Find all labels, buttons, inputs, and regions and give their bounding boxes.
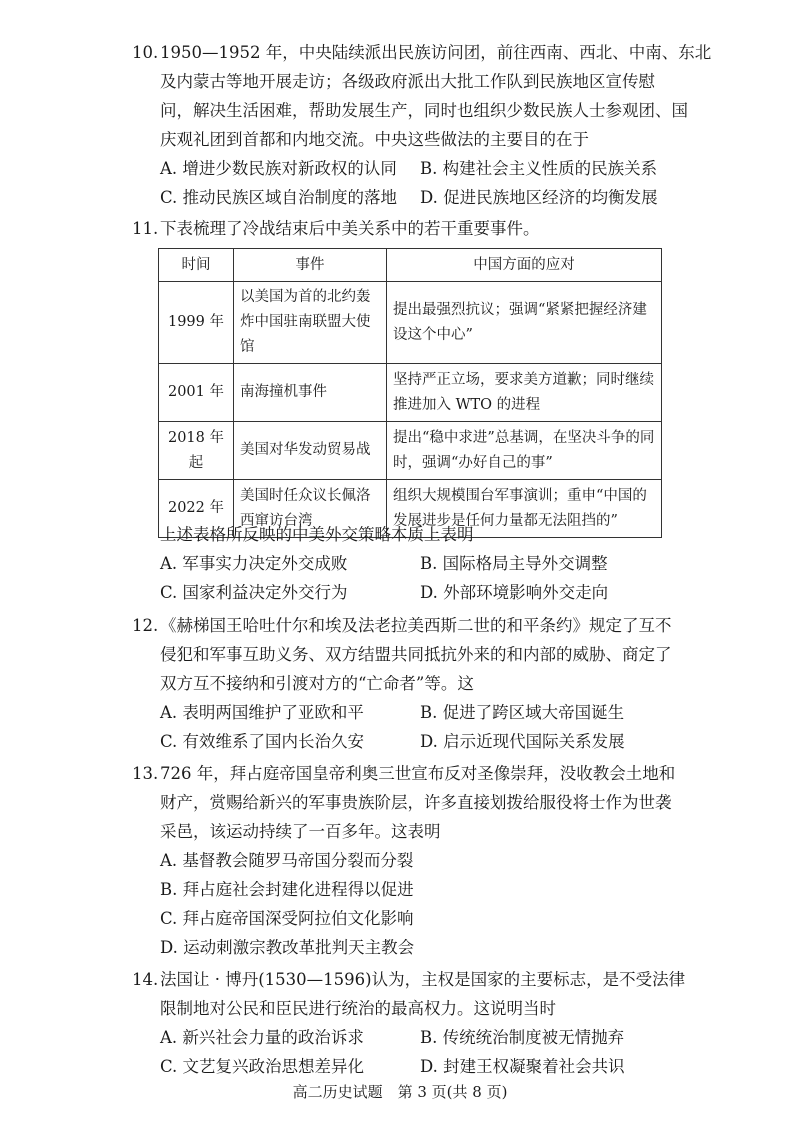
- cell-response: 提出“稳中求进”总基调，在坚决斗争的同时，强调“办好自己的事”: [387, 422, 662, 480]
- question-11: [134, 214, 674, 243]
- question-stem-line: 下表梳理了冷战结束后中美关系中的若干重要事件。: [160, 219, 540, 238]
- question-stem-line: 财产，赏赐给新兴的军事贵族阶层，许多直接划拨给服役将士作为世袭: [160, 793, 672, 812]
- option-b[interactable]: B. 国际格局主导外交调整: [420, 554, 608, 573]
- question-stem-line: 限制地对公民和臣民进行统治的最高权力。这说明当时: [160, 999, 556, 1018]
- option-row: [134, 578, 674, 607]
- cell-time: 2018 年起: [159, 422, 234, 480]
- option-c[interactable]: C. 国家利益决定外交行为: [160, 583, 348, 602]
- option-row: [134, 698, 674, 727]
- cell-time: 2022 年: [159, 480, 234, 538]
- option-row: [134, 727, 674, 756]
- cell-response: 坚持严正立场，要求美方道歉；同时继续推进加入 WTO 的进程: [387, 364, 662, 422]
- option-c[interactable]: C. 文艺复兴政治思想差异化: [160, 1057, 365, 1076]
- cell-event: 美国对华发动贸易战: [234, 422, 387, 480]
- table-row: [159, 282, 662, 364]
- option-row: [134, 549, 674, 578]
- question-stem-line: 问，解决生活困难，帮助发展生产，同时也组织少数民族人士参观团、国: [160, 101, 688, 120]
- page-footer: 高二历史试题 第 3 页(共 8 页): [292, 1083, 508, 1101]
- events-table: [158, 248, 662, 538]
- table-row: [159, 422, 662, 480]
- question-14: [132, 965, 686, 1081]
- option-c[interactable]: C. 拜占庭帝国深受阿拉伯文化影响: [160, 909, 414, 928]
- question-number: 13.: [132, 764, 159, 783]
- question-11-continued: [134, 520, 674, 607]
- question-stem-line: 法国让 · 博丹(1530—1596)认为，主权是国家的主要标志，是不受法律: [160, 970, 686, 989]
- option-d[interactable]: D. 促进民族地区经济的均衡发展: [420, 188, 658, 207]
- option-d[interactable]: D. 外部环境影响外交走向: [420, 583, 609, 602]
- option-row: [134, 1052, 674, 1081]
- option-c[interactable]: C. 推动民族区域自治制度的落地: [160, 188, 398, 207]
- option-c[interactable]: C. 有效维系了国内长治久安: [160, 732, 365, 751]
- cell-time: 1999 年: [159, 282, 234, 364]
- option-a[interactable]: A. 表明两国维护了亚欧和平: [160, 703, 364, 722]
- header-event: 事件: [234, 249, 387, 282]
- option-row: [134, 183, 674, 212]
- option-d[interactable]: D. 封建王权凝聚着社会共识: [420, 1057, 625, 1076]
- question-stem-line: 上述表格所反映的中美外交策略本质上表明: [160, 525, 474, 544]
- question-stem-line: 庆观礼团到首都和内地交流。中央这些做法的主要目的在于: [160, 130, 589, 149]
- option-row: [134, 1023, 674, 1052]
- header-time: 时间: [159, 249, 234, 282]
- option-row: [134, 154, 674, 183]
- question-13: [134, 759, 674, 962]
- table-row: [159, 364, 662, 422]
- question-stem-line: 采邑，该运动持续了一百多年。这表明: [160, 822, 441, 841]
- question-10: [132, 38, 712, 212]
- question-stem-line: 双方互不接纳和引渡对方的“亡命者”等。这: [160, 674, 474, 693]
- cell-event: 南海撞机事件: [234, 364, 387, 422]
- option-b[interactable]: B. 拜占庭社会封建化进程得以促进: [160, 880, 414, 899]
- cell-response: 提出最强烈抗议；强调“紧紧把握经济建设这个中心”: [387, 282, 662, 364]
- cell-response: 组织大规模围台军事演训；重申“中国的发展进步是任何力量都无法阻挡的”: [387, 480, 662, 538]
- question-12: [134, 611, 674, 756]
- question-stem-line: 726 年，拜占庭帝国皇帝利奥三世宣布反对圣像崇拜，没收教会土地和: [160, 764, 676, 783]
- option-a[interactable]: A. 基督教会随罗马帝国分裂而分裂: [160, 851, 414, 870]
- option-a[interactable]: A. 新兴社会力量的政治诉求: [160, 1028, 364, 1047]
- question-number: 11.: [132, 219, 159, 238]
- option-a[interactable]: A. 增进少数民族对新政权的认同: [160, 159, 397, 178]
- option-b[interactable]: B. 促进了跨区域大帝国诞生: [420, 703, 625, 722]
- option-a[interactable]: A. 军事实力决定外交成败: [160, 554, 348, 573]
- table-header-row: [159, 249, 662, 282]
- question-number: 10.: [132, 43, 159, 62]
- cell-time: 2001 年: [159, 364, 234, 422]
- option-d[interactable]: D. 启示近现代国际关系发展: [420, 732, 625, 751]
- question-stem-line: 《赫梯国王哈吐什尔和埃及法老拉美西斯二世的和平条约》规定了互不: [160, 616, 672, 635]
- cell-event: 美国时任众议长佩洛西窜访台湾: [234, 480, 387, 538]
- question-stem-line: 1950—1952 年，中央陆续派出民族访问团，前往西南、西北、中南、东北: [160, 43, 712, 62]
- question-stem-line: 及内蒙古等地开展走访；各级政府派出大批工作队到民族地区宣传慰: [160, 72, 655, 91]
- option-d[interactable]: D. 运动刺激宗教改革批判天主教会: [160, 938, 415, 957]
- question-stem-line: 侵犯和军事互助义务、双方结盟共同抵抗外来的和内部的威胁、商定了: [160, 645, 672, 664]
- question-number: 14.: [132, 970, 159, 989]
- option-b[interactable]: B. 构建社会主义性质的民族关系: [420, 159, 658, 178]
- header-response: 中国方面的应对: [387, 249, 662, 282]
- question-number: 12.: [132, 616, 159, 635]
- cell-event: 以美国为首的北约轰炸中国驻南联盟大使馆: [234, 282, 387, 364]
- option-b[interactable]: B. 传统统治制度被无情抛弃: [420, 1028, 625, 1047]
